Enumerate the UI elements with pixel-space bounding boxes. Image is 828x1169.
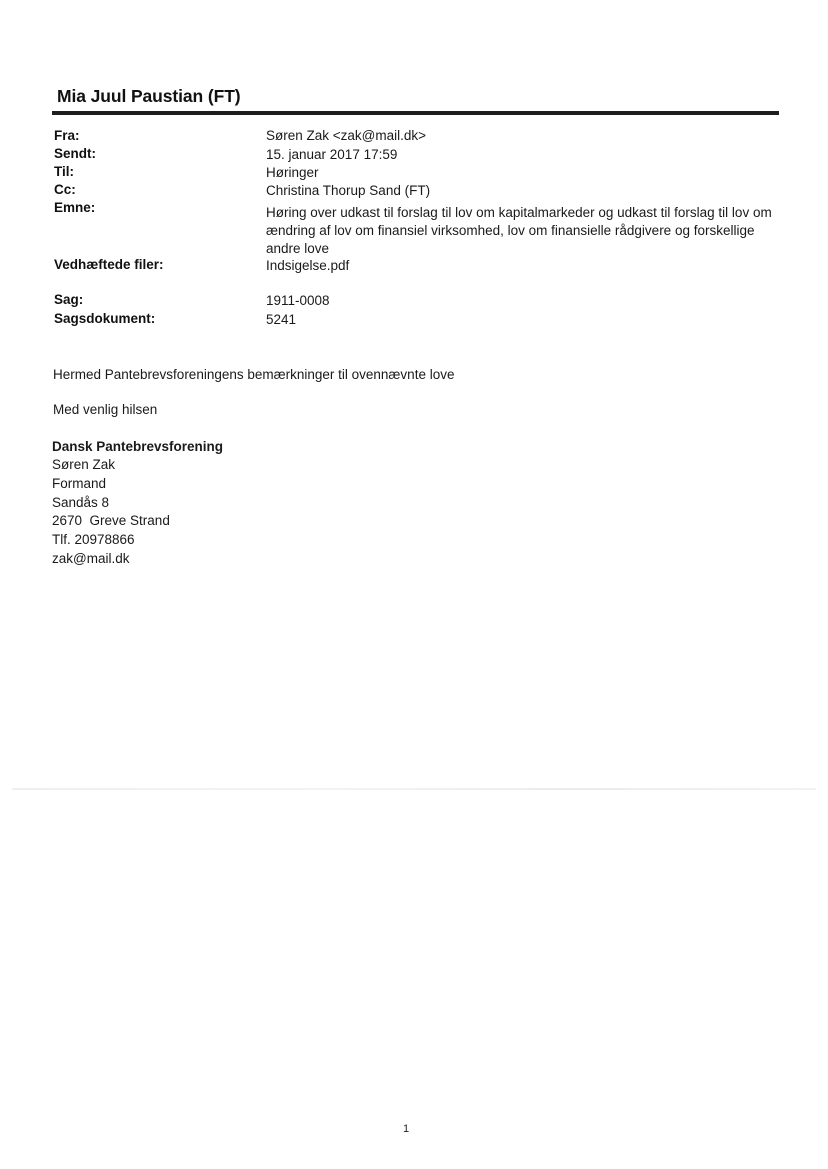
signature-email[interactable]: zak@mail.dk xyxy=(52,551,130,566)
case-document-value: 5241 xyxy=(266,312,297,327)
signature-organization: Dansk Pantebrevsforening xyxy=(52,439,224,454)
from-value: Søren Zak <zak@mail.dk> xyxy=(266,128,427,143)
sent-value: 15. januar 2017 17:59 xyxy=(266,147,398,162)
attachments-value[interactable]: Indsigelse.pdf xyxy=(266,258,350,273)
to-value: Høringer xyxy=(266,165,319,180)
sent-label: Sendt: xyxy=(54,146,96,161)
message-body: Hermed Pantebrevsforeningens bemærkninger til ovennævnte love xyxy=(53,367,455,382)
signature-name: Søren Zak xyxy=(52,457,116,472)
signature-city: 2670 Greve Strand xyxy=(52,513,170,528)
message-greeting: Med venlig hilsen xyxy=(53,402,158,417)
signature-phone: Tlf. 20978866 xyxy=(52,532,135,547)
case-value: 1911-0008 xyxy=(266,293,330,308)
cc-value: Christina Thorup Sand (FT) xyxy=(266,183,431,198)
from-label: Fra: xyxy=(54,128,80,143)
subject-value: Høring over udkast til forslag til lov om kapitalmarkeder og udkast til forslag til lov om ændring af lov om finansiel virksomhed, lov om finansielle rådgivere og forskellige andre love xyxy=(266,205,772,256)
case-label: Sag: xyxy=(54,292,84,307)
page-number: 1 xyxy=(403,1123,410,1135)
to-label: Til: xyxy=(54,164,74,179)
signature-street: Sandås 8 xyxy=(52,495,110,510)
scan-artifact-line xyxy=(12,788,816,790)
title-rule xyxy=(52,111,779,115)
case-document-label: Sagsdokument: xyxy=(54,311,156,326)
signature-role: Formand xyxy=(52,476,107,491)
page-title: Mia Juul Paustian (FT) xyxy=(57,86,241,106)
subject-label: Emne: xyxy=(54,200,96,215)
cc-label: Cc: xyxy=(54,182,76,197)
attachments-label: Vedhæftede filer: xyxy=(54,257,164,272)
